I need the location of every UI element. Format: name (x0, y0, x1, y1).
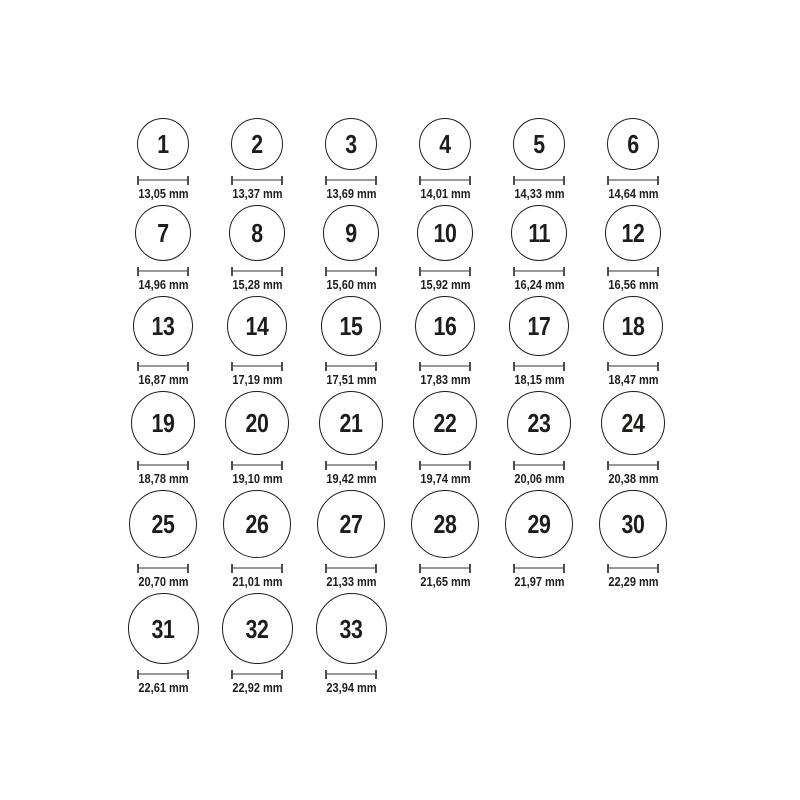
diameter-label-wrap (511, 277, 568, 293)
ring-size-number: 28 (433, 509, 457, 539)
diameter-label-wrap (135, 372, 192, 388)
diameter-label: 18,47 mm (607, 373, 659, 387)
ring-size-item (586, 118, 680, 202)
diameter-label: 17,83 mm (419, 373, 471, 387)
ring-size-item (116, 593, 210, 696)
ring-circle (129, 490, 197, 558)
diameter-label: 23,94 mm (325, 681, 377, 695)
diameter-label: 22,92 mm (231, 681, 283, 695)
diameter-label-wrap (229, 186, 286, 202)
diameter-label: 17,19 mm (231, 373, 283, 387)
diameter-label: 20,70 mm (137, 575, 189, 589)
diameter-dimension-line (419, 461, 471, 470)
diameter-label: 21,97 mm (513, 575, 565, 589)
diameter-label-wrap (135, 680, 192, 696)
diameter-label: 13,05 mm (137, 187, 189, 201)
diameter-dimension-line (137, 267, 189, 276)
ring-size-item (210, 296, 304, 388)
ring-circle (599, 490, 667, 558)
ring-size-number: 18 (621, 311, 645, 341)
diameter-dimension-line (513, 176, 565, 185)
ring-size-item (492, 118, 586, 202)
diameter-dimension-line (607, 461, 659, 470)
ring-circle (601, 391, 665, 455)
ring-size-item (492, 205, 586, 293)
diameter-label: 13,37 mm (231, 187, 283, 201)
diameter-label-wrap (511, 471, 568, 487)
diameter-label-wrap (323, 680, 380, 696)
ring-size-item (210, 490, 304, 590)
ring-size-item (304, 118, 398, 202)
ring-circle (223, 490, 291, 558)
ring-size-row-1 (116, 118, 800, 202)
diameter-label: 13,69 mm (325, 187, 377, 201)
ring-size-number: 14 (245, 311, 269, 341)
ring-circle (507, 391, 571, 455)
diameter-label-wrap (417, 574, 474, 590)
ring-size-number: 24 (621, 408, 645, 438)
ring-circle (511, 205, 567, 261)
diameter-label: 14,01 mm (419, 187, 471, 201)
diameter-dimension-line (231, 564, 283, 573)
diameter-dimension-line (231, 670, 283, 679)
diameter-dimension-line (137, 176, 189, 185)
ring-size-number: 7 (157, 218, 169, 248)
ring-circle (131, 391, 195, 455)
diameter-dimension-line (419, 362, 471, 371)
diameter-label-wrap (605, 277, 662, 293)
ring-circle (229, 205, 285, 261)
diameter-label: 21,33 mm (325, 575, 377, 589)
ring-size-number: 10 (433, 218, 457, 248)
ring-circle (227, 296, 287, 356)
ring-size-item (116, 391, 210, 487)
diameter-label-wrap (417, 186, 474, 202)
ring-circle (603, 296, 663, 356)
ring-size-item (304, 296, 398, 388)
diameter-dimension-line (607, 564, 659, 573)
ring-size-item (210, 391, 304, 487)
diameter-label-wrap (323, 372, 380, 388)
ring-circle (135, 205, 191, 261)
ring-size-item (398, 205, 492, 293)
diameter-label: 15,92 mm (419, 278, 471, 292)
ring-size-number: 11 (528, 218, 550, 248)
diameter-dimension-line (137, 362, 189, 371)
diameter-dimension-line (419, 267, 471, 276)
diameter-label: 19,74 mm (419, 472, 471, 486)
ring-size-item (586, 391, 680, 487)
ring-circle (323, 205, 379, 261)
ring-size-item (586, 296, 680, 388)
ring-circle (413, 391, 477, 455)
diameter-dimension-line (325, 267, 377, 276)
diameter-label: 21,65 mm (419, 575, 471, 589)
diameter-label-wrap (323, 574, 380, 590)
ring-size-row-4 (116, 391, 800, 487)
diameter-dimension-line (137, 564, 189, 573)
diameter-label: 15,28 mm (231, 278, 283, 292)
diameter-label: 22,29 mm (607, 575, 659, 589)
diameter-label-wrap (605, 186, 662, 202)
ring-size-number: 27 (339, 509, 363, 539)
diameter-dimension-line (325, 362, 377, 371)
diameter-dimension-line (137, 670, 189, 679)
diameter-label-wrap (511, 574, 568, 590)
ring-size-item (304, 593, 398, 696)
ring-size-number: 8 (251, 218, 263, 248)
ring-size-item (492, 296, 586, 388)
diameter-label: 18,15 mm (513, 373, 565, 387)
diameter-label-wrap (135, 471, 192, 487)
ring-circle (231, 118, 283, 170)
ring-size-number: 19 (151, 408, 175, 438)
ring-size-item (116, 490, 210, 590)
ring-size-item (304, 205, 398, 293)
ring-size-number: 4 (439, 129, 451, 159)
diameter-label-wrap (135, 186, 192, 202)
diameter-label-wrap (323, 277, 380, 293)
ring-circle (607, 118, 659, 170)
diameter-label: 22,61 mm (137, 681, 189, 695)
ring-size-number: 15 (339, 311, 363, 341)
diameter-dimension-line (419, 176, 471, 185)
diameter-dimension-line (231, 362, 283, 371)
ring-size-item (210, 205, 304, 293)
ring-size-number: 16 (433, 311, 457, 341)
diameter-dimension-line (137, 461, 189, 470)
diameter-label-wrap (605, 372, 662, 388)
diameter-dimension-line (231, 267, 283, 276)
ring-size-item (492, 391, 586, 487)
ring-size-row-5 (116, 490, 800, 590)
ring-circle (505, 490, 573, 558)
ring-size-number: 3 (345, 129, 357, 159)
diameter-label: 19,42 mm (325, 472, 377, 486)
ring-size-item (586, 205, 680, 293)
diameter-label-wrap (229, 680, 286, 696)
ring-size-item (398, 391, 492, 487)
diameter-dimension-line (513, 362, 565, 371)
diameter-dimension-line (513, 267, 565, 276)
diameter-label-wrap (135, 574, 192, 590)
diameter-label: 19,10 mm (231, 472, 283, 486)
diameter-dimension-line (325, 564, 377, 573)
ring-circle (128, 593, 199, 664)
ring-size-number: 20 (245, 408, 269, 438)
ring-circle (509, 296, 569, 356)
diameter-label-wrap (323, 471, 380, 487)
ring-circle (417, 205, 473, 261)
diameter-dimension-line (325, 461, 377, 470)
ring-size-number: 5 (533, 129, 545, 159)
ring-circle (222, 593, 293, 664)
ring-circle (325, 118, 377, 170)
diameter-dimension-line (231, 461, 283, 470)
diameter-label-wrap (511, 186, 568, 202)
diameter-label: 16,87 mm (137, 373, 189, 387)
ring-circle (605, 205, 661, 261)
ring-size-number: 25 (151, 509, 175, 539)
diameter-label-wrap (417, 471, 474, 487)
ring-size-item (398, 118, 492, 202)
diameter-label-wrap (323, 186, 380, 202)
ring-size-number: 31 (151, 613, 175, 644)
ring-size-number: 22 (433, 408, 457, 438)
ring-size-number: 6 (627, 129, 639, 159)
ring-size-item (116, 118, 210, 202)
ring-circle (513, 118, 565, 170)
ring-size-item (304, 391, 398, 487)
ring-size-number: 17 (527, 311, 551, 341)
diameter-dimension-line (607, 267, 659, 276)
diameter-dimension-line (325, 670, 377, 679)
diameter-label: 14,64 mm (607, 187, 659, 201)
diameter-dimension-line (419, 564, 471, 573)
ring-circle (316, 593, 387, 664)
ring-size-number: 2 (251, 129, 263, 159)
diameter-label: 18,78 mm (137, 472, 189, 486)
diameter-label: 17,51 mm (325, 373, 377, 387)
ring-size-item (210, 118, 304, 202)
ring-circle (225, 391, 289, 455)
ring-size-row-2 (116, 205, 800, 293)
ring-size-item (116, 205, 210, 293)
ring-size-item (304, 490, 398, 590)
ring-circle (137, 118, 189, 170)
ring-circle (411, 490, 479, 558)
ring-circle (317, 490, 385, 558)
diameter-label: 20,06 mm (513, 472, 565, 486)
diameter-label-wrap (229, 471, 286, 487)
diameter-dimension-line (513, 564, 565, 573)
diameter-label: 16,24 mm (513, 278, 565, 292)
ring-size-number: 30 (621, 509, 645, 539)
ring-circle (321, 296, 381, 356)
diameter-label-wrap (417, 372, 474, 388)
diameter-label-wrap (605, 574, 662, 590)
diameter-label: 16,56 mm (607, 278, 659, 292)
ring-size-number: 23 (527, 408, 551, 438)
diameter-label: 14,33 mm (513, 187, 565, 201)
ring-size-number: 26 (245, 509, 269, 539)
diameter-label: 15,60 mm (325, 278, 377, 292)
ring-size-number: 33 (339, 613, 363, 644)
ring-size-item (116, 296, 210, 388)
diameter-label-wrap (605, 471, 662, 487)
diameter-dimension-line (607, 176, 659, 185)
diameter-label-wrap (135, 277, 192, 293)
ring-size-number: 29 (527, 509, 551, 539)
diameter-label: 20,38 mm (607, 472, 659, 486)
ring-size-number: 13 (151, 311, 175, 341)
diameter-label-wrap (229, 372, 286, 388)
diameter-label: 21,01 mm (231, 575, 283, 589)
diameter-dimension-line (607, 362, 659, 371)
ring-size-number: 32 (245, 613, 269, 644)
ring-size-number: 21 (339, 408, 363, 438)
diameter-label: 14,96 mm (137, 278, 189, 292)
diameter-dimension-line (513, 461, 565, 470)
ring-circle (133, 296, 193, 356)
ring-size-row-6 (116, 593, 800, 696)
ring-size-item (398, 296, 492, 388)
ring-size-item (210, 593, 304, 696)
diameter-dimension-line (231, 176, 283, 185)
ring-circle (415, 296, 475, 356)
ring-size-number: 1 (157, 129, 169, 159)
ring-size-row-3 (116, 296, 800, 388)
ring-size-number: 9 (345, 218, 357, 248)
ring-size-number: 12 (621, 218, 645, 248)
diameter-label-wrap (229, 277, 286, 293)
ring-size-item (586, 490, 680, 590)
ring-size-item (492, 490, 586, 590)
diameter-label-wrap (229, 574, 286, 590)
ring-size-item (398, 490, 492, 590)
ring-circle (319, 391, 383, 455)
diameter-label-wrap (417, 277, 474, 293)
ring-circle (419, 118, 471, 170)
diameter-label-wrap (511, 372, 568, 388)
diameter-dimension-line (325, 176, 377, 185)
